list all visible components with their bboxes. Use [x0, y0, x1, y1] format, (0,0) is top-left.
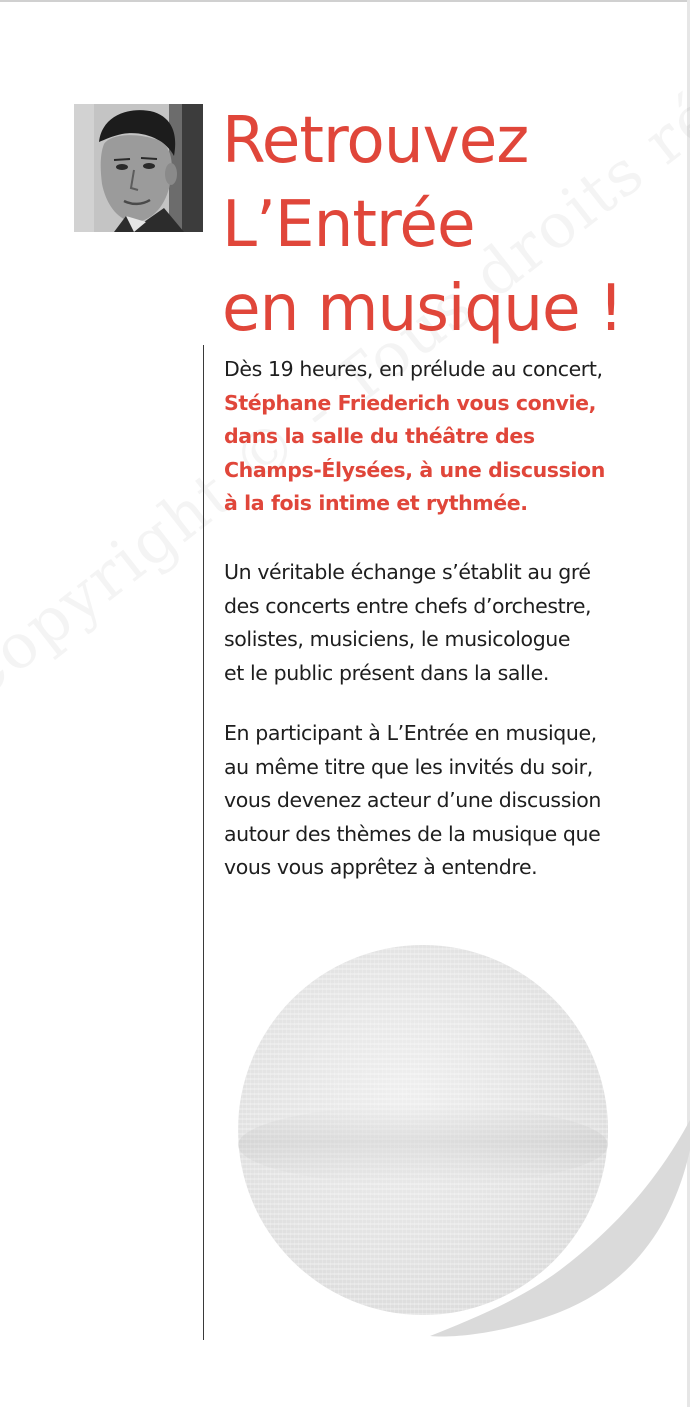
- page-top-edge: [0, 0, 690, 2]
- intro-line-1: Dès 19 heures, en prélude au concert,: [224, 357, 603, 381]
- exchange-paragraph: [224, 556, 664, 690]
- participation-line-3: vous devenez acteur d’une discussion: [224, 788, 602, 812]
- title-line-1: Retrouvez: [222, 104, 529, 178]
- portrait-icon: [74, 104, 203, 232]
- vertical-divider: [203, 345, 204, 1340]
- intro-highlight-line-3: dans la salle du théâtre des: [224, 424, 535, 448]
- participation-paragraph: [224, 717, 664, 885]
- participation-line-2: au même titre que les invités du soir,: [224, 754, 593, 779]
- title-line-3: en musique !: [222, 272, 623, 346]
- exchange-line-2: des concerts entre chefs d’orchestre,: [224, 593, 592, 618]
- exchange-line-1: Un véritable échange s’établit au gré: [224, 560, 591, 584]
- participation-line-1: En participant à L’Entrée en musique,: [224, 721, 597, 745]
- intro-highlight-line-2: Stéphane Friederich vous convie,: [224, 390, 597, 415]
- intro-paragraph: [224, 353, 664, 521]
- exchange-line-3: solistes, musiciens, le musicologue: [224, 627, 571, 651]
- intro-highlight-line-4: Champs-Élysées, à une discussion: [224, 457, 605, 482]
- participation-line-5: vous vous apprêtez à entendre.: [224, 855, 538, 879]
- title-line-2: L’Entrée: [222, 188, 475, 262]
- decorative-circle: [238, 945, 608, 1315]
- participation-line-4: autour des thèmes de la musique que: [224, 821, 601, 846]
- portrait-photo: [74, 104, 203, 232]
- exchange-line-4: et le public présent dans la salle.: [224, 660, 549, 685]
- page-title: [222, 99, 682, 351]
- intro-highlight-line-5: à la fois intime et rythmée.: [224, 491, 528, 515]
